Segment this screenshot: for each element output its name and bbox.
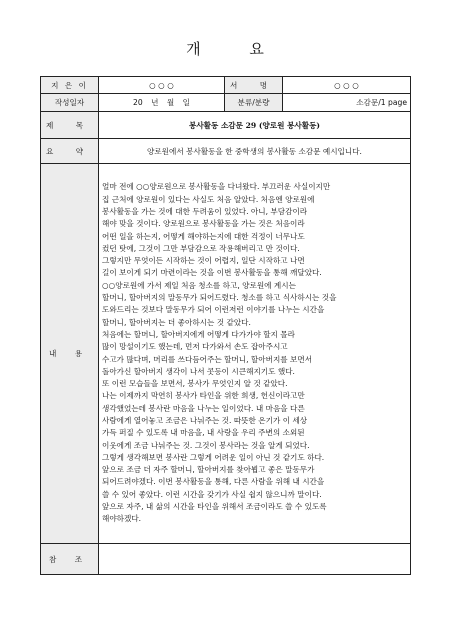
- category-value: 소감문/1 page: [283, 94, 411, 112]
- content-line: 나는 이제까지 막연히 봉사가 타인을 위한 희생, 헌신이라고만: [102, 391, 305, 401]
- content-line: 앞으로 조금 더 자주 할머니, 할아버지를 찾아뵙고 좋은 말동무가: [102, 465, 315, 475]
- content-line: 길이 보이게 되기 마련이라는 것을 이번 봉사활동을 통해 깨달았다.: [102, 268, 322, 278]
- signature-label: 서 명: [225, 77, 283, 94]
- content-line: 처음에는 할머니, 할아버지에게 어떻게 다가가야 할지 몰라: [102, 329, 295, 339]
- content-line: ○○양로원에 가서 제일 처음 청소를 하고, 양로원에 계시는: [102, 280, 296, 290]
- author-row: [41, 77, 411, 94]
- content-label: 내 용: [41, 164, 99, 544]
- content-line: 쓸 수 있어 좋았다. 이런 시간을 갖기가 사실 쉽지 않으니까 말이다.: [102, 489, 322, 499]
- content-text: [102, 181, 407, 525]
- content-line: 돌아가신 할아버지 생각이 나서 콧등이 시큰해지기도 했다.: [102, 366, 295, 376]
- content-line: 할머니, 할아버지는 더 좋아하시는 것 같았다.: [102, 317, 251, 327]
- author-label: 지 은 이: [41, 77, 99, 94]
- content-line: 해야 맞을 것이다. 양로원으로 봉사활동을 가는 것은 처음이라: [102, 219, 305, 229]
- summary-value: 양로원에서 봉사활동을 한 중학생의 봉사활동 소감문 예시입니다.: [99, 139, 411, 164]
- reference-value: [99, 544, 411, 575]
- reference-label: 참 조: [41, 544, 99, 575]
- content-row: [41, 164, 411, 544]
- content-line: 할머니, 할아버지의 말동무가 되어드렸다. 청소를 하고 식사하시는 것을: [102, 293, 337, 303]
- content-line: 앞으로 자주, 내 삶의 시간을 타인을 위해서 조금이라도 쓸 수 있도록: [102, 502, 327, 512]
- date-row: [41, 94, 411, 112]
- date-value: 20 년 월 일: [99, 94, 225, 112]
- content-line: 많이 망설이기도 했는데, 먼저 다가와서 손도 잡아주시고: [102, 342, 288, 352]
- content-body: [99, 164, 411, 544]
- content-line: 도와드리는 것보다 말동무가 되어 이런저런 이야기를 나누는 시간을: [102, 305, 325, 315]
- reference-row: [41, 544, 411, 575]
- content-line: 생각했었는데 봉사란 마음을 나누는 일이었다. 내 마음을 다른: [102, 403, 305, 413]
- summary-label: 요 약: [41, 139, 99, 164]
- document-title: 개 요: [186, 40, 286, 58]
- content-line: 봉사활동을 가는 것에 대한 두려움이 있었다. 아니, 부담감이라: [102, 206, 308, 216]
- summary-row: [41, 139, 411, 164]
- content-line: 이웃에게 조금 나눠주는 것. 그것이 봉사라는 것을 알게 되었다.: [102, 440, 310, 450]
- content-line: 얼마 전에 ○○양로원으로 봉사활동을 다녀왔다. 부끄러운 사실이지만: [102, 182, 331, 192]
- subject-value: 봉사활동 소감문 29 (양로원 봉사활동): [99, 112, 411, 139]
- subject-row: [41, 112, 411, 139]
- subject-label: 제 목: [41, 112, 99, 139]
- author-value: ○ ○ ○: [99, 77, 225, 94]
- content-line: 그렇지만 무엇이든 시작하는 것이 어렵지, 일단 시작하고 나면: [102, 256, 305, 266]
- content-line: 되어드려야겠다. 이번 봉사활동을 통해, 다른 사람을 위해 내 시간을: [102, 477, 325, 487]
- date-label: 작성일자: [41, 94, 99, 112]
- signature-value: ○ ○ ○: [283, 77, 411, 94]
- category-label: 분류/분량: [225, 94, 283, 112]
- content-line: 컸던 탓에, 그것이 그만 부담감으로 작용해버리고 만 것이다.: [102, 243, 300, 253]
- content-line: 또 이런 모습들을 보면서, 봉사가 무엇인지 알 것 같았다.: [102, 379, 288, 389]
- content-line: 집 근처에 양로원이 있다는 사실도 처음 알았다. 처음엔 양로원에: [102, 194, 315, 204]
- content-line: 수고가 많다며, 머리를 쓰다듬어주는 할머니, 할아버지를 보면서: [102, 354, 313, 364]
- content-line: 가득 퍼질 수 있도록 내 마음을, 내 사랑을 우리 주변의 소외된: [102, 428, 305, 438]
- content-line: 그렇게 생각해보면 봉사란 그렇게 어려운 일이 아닌 것 같기도 하다.: [102, 452, 325, 462]
- content-line: 해야하겠다.: [102, 514, 142, 524]
- content-line: 어떤 일을 하는지, 어떻게 해야하는지에 대한 걱정이 너무나도: [102, 231, 305, 241]
- overview-table: [40, 76, 411, 575]
- content-line: 사람에게 열어놓고 조금은 나눠주는 것. 따뜻한 온기가 이 세상: [102, 415, 308, 425]
